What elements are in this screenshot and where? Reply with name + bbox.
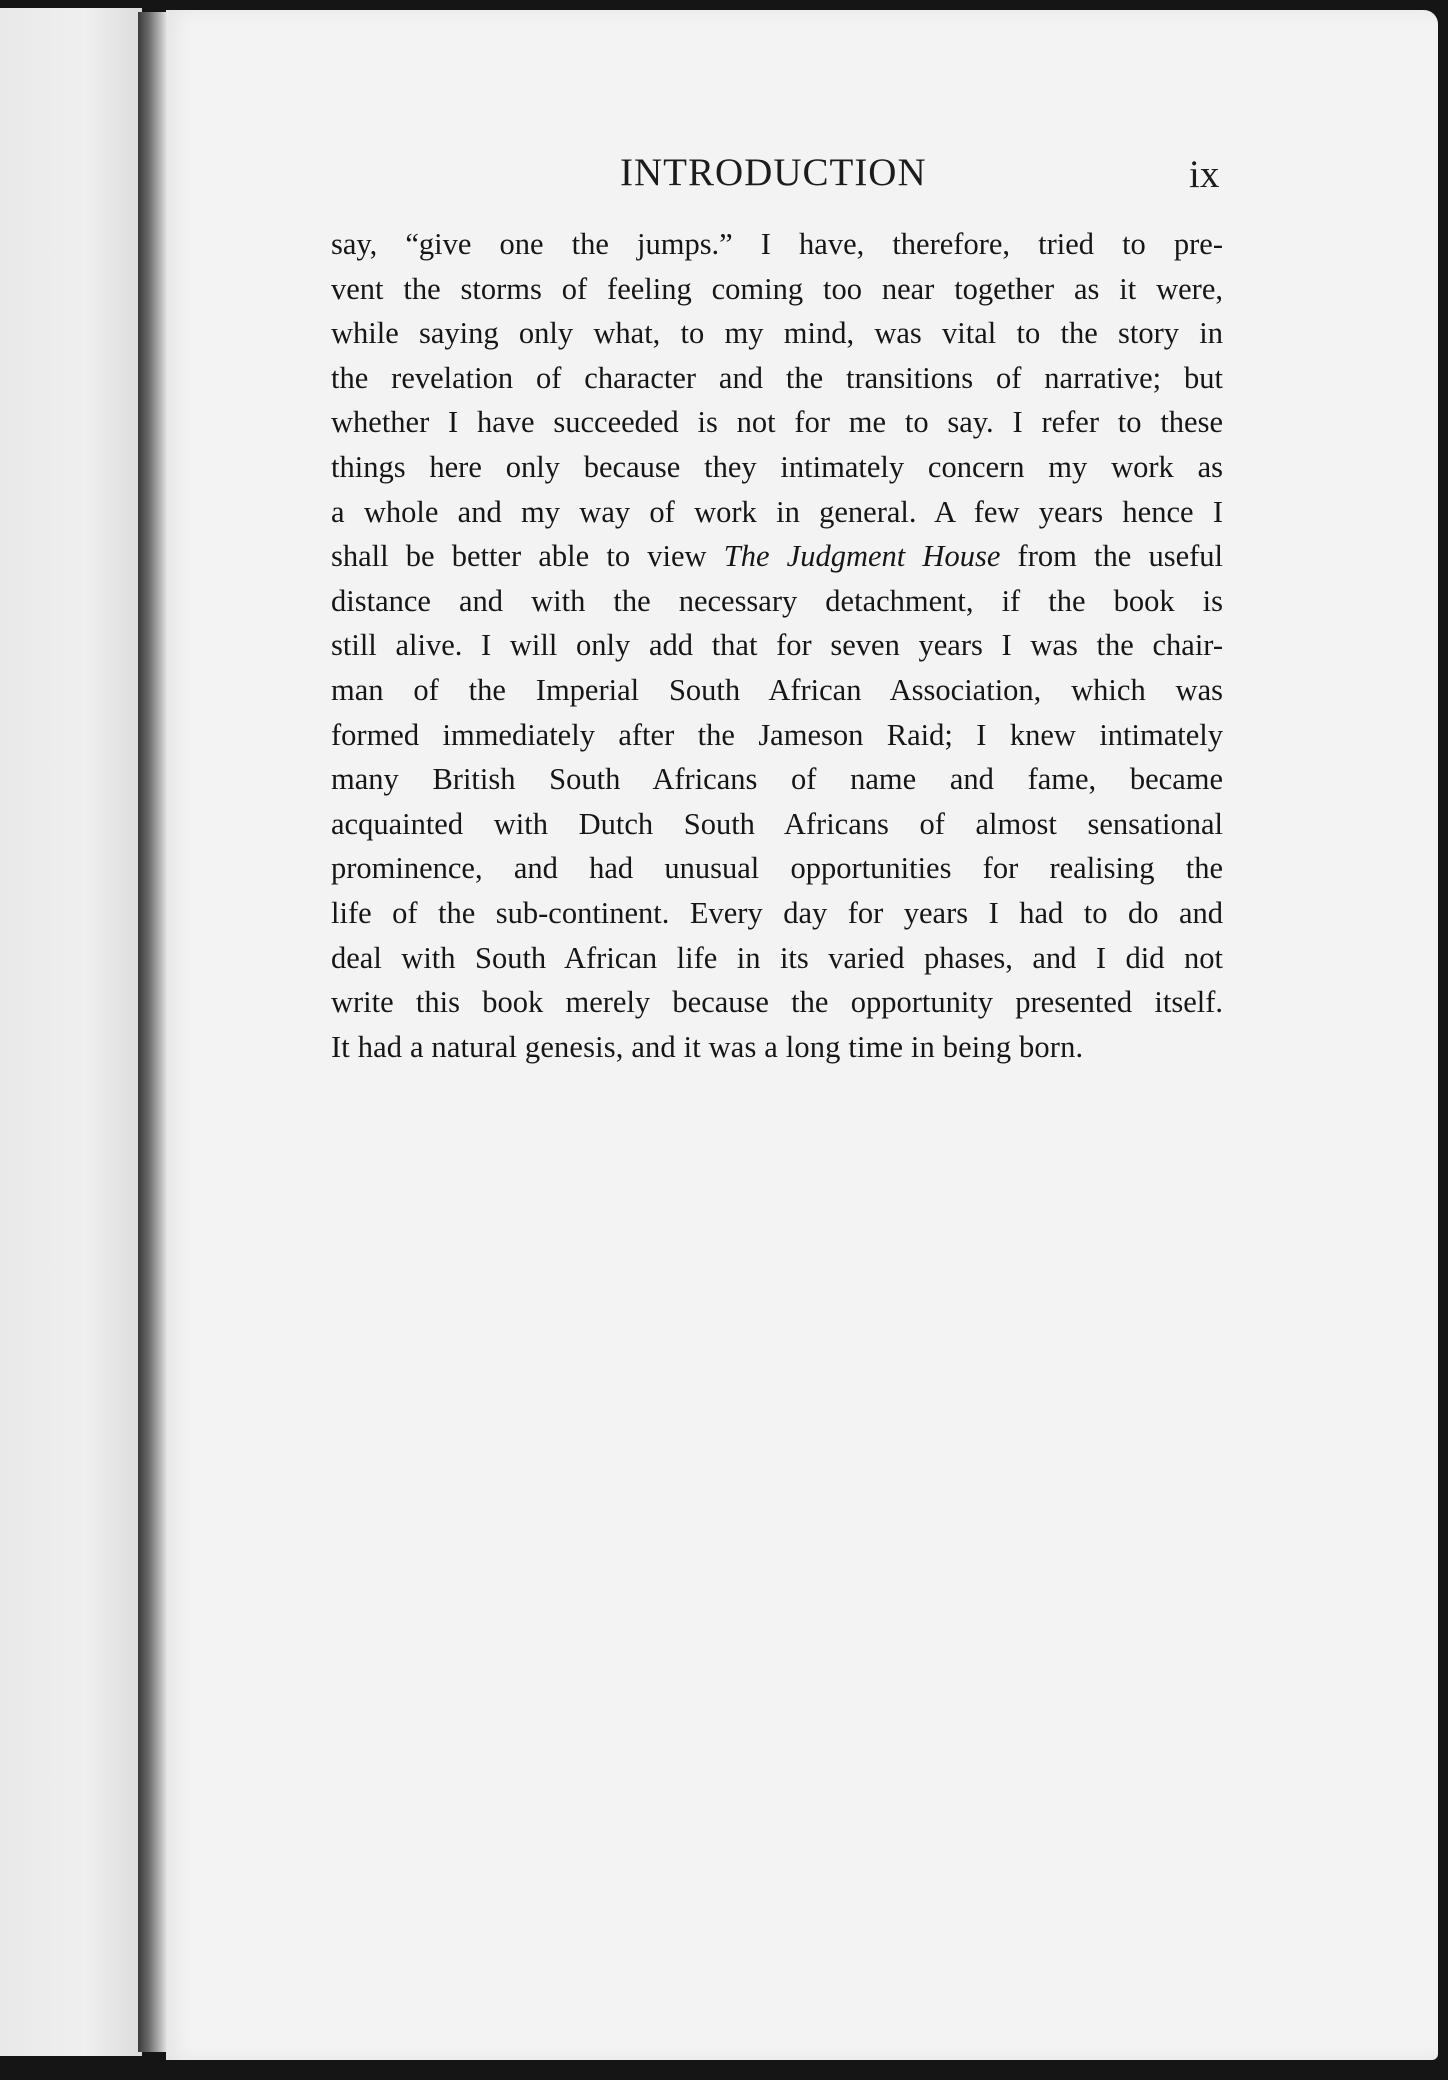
text-line-5: whether I have succeeded is not for me to say. I refer to these: [331, 405, 1223, 440]
page-number: ix: [1189, 153, 1220, 196]
gutter-shadow: [138, 12, 168, 2052]
text-line-3: while saying only what, to my mind, was vital to the story in: [331, 316, 1223, 351]
text-line-8: [331, 534, 1223, 579]
body-paragraph: [331, 222, 1223, 1069]
text-line-9: distance and with the necessary detachment, if the book is: [331, 583, 1223, 618]
text-line-11: man of the Imperial South African Association, which was: [331, 672, 1223, 707]
text-line-18: write this book merely because the opportunity presented itself.: [331, 985, 1223, 1020]
text-line-4: the revelation of character and the transitions of narrative; but: [331, 360, 1223, 395]
text-line-7: a whole and my way of work in general. A few years hence I: [331, 494, 1223, 529]
running-head: [166, 150, 1438, 210]
text-line-14: acquainted with Dutch South Africans of almost sensational: [331, 806, 1223, 841]
text-line-15: prominence, and had unusual opportunities for realising the: [331, 851, 1223, 886]
text-line-8-before: shall be better able to view: [331, 539, 707, 574]
text-line-17: deal with South African life in its varied phases, and I did not: [331, 940, 1223, 975]
text-line-2: vent the storms of feeling coming too near together as it were,: [331, 271, 1223, 306]
book-title-italic: The Judgment House: [723, 539, 1001, 574]
text-line-19: It had a natural genesis, and it was a long time in being born.: [331, 1029, 1084, 1064]
running-head-title: INTRODUCTION: [620, 151, 927, 194]
text-line-12: formed immediately after the Jameson Raid; I knew intimately: [331, 717, 1223, 752]
text-line-16: life of the sub-continent. Every day for years I had to do and: [331, 895, 1223, 930]
text-line-1: say, “give one the jumps.” I have, therefore, tried to pre-: [331, 227, 1223, 261]
text-line-8-after: from the useful: [1017, 539, 1223, 574]
left-page-edge: [0, 8, 142, 2056]
text-line-6: things here only because they intimately concern my work as: [331, 449, 1223, 484]
text-line-13: many British South Africans of name and fame, became: [331, 762, 1223, 797]
text-line-10: still alive. I will only add that for seven years I was the chair-: [331, 628, 1223, 663]
